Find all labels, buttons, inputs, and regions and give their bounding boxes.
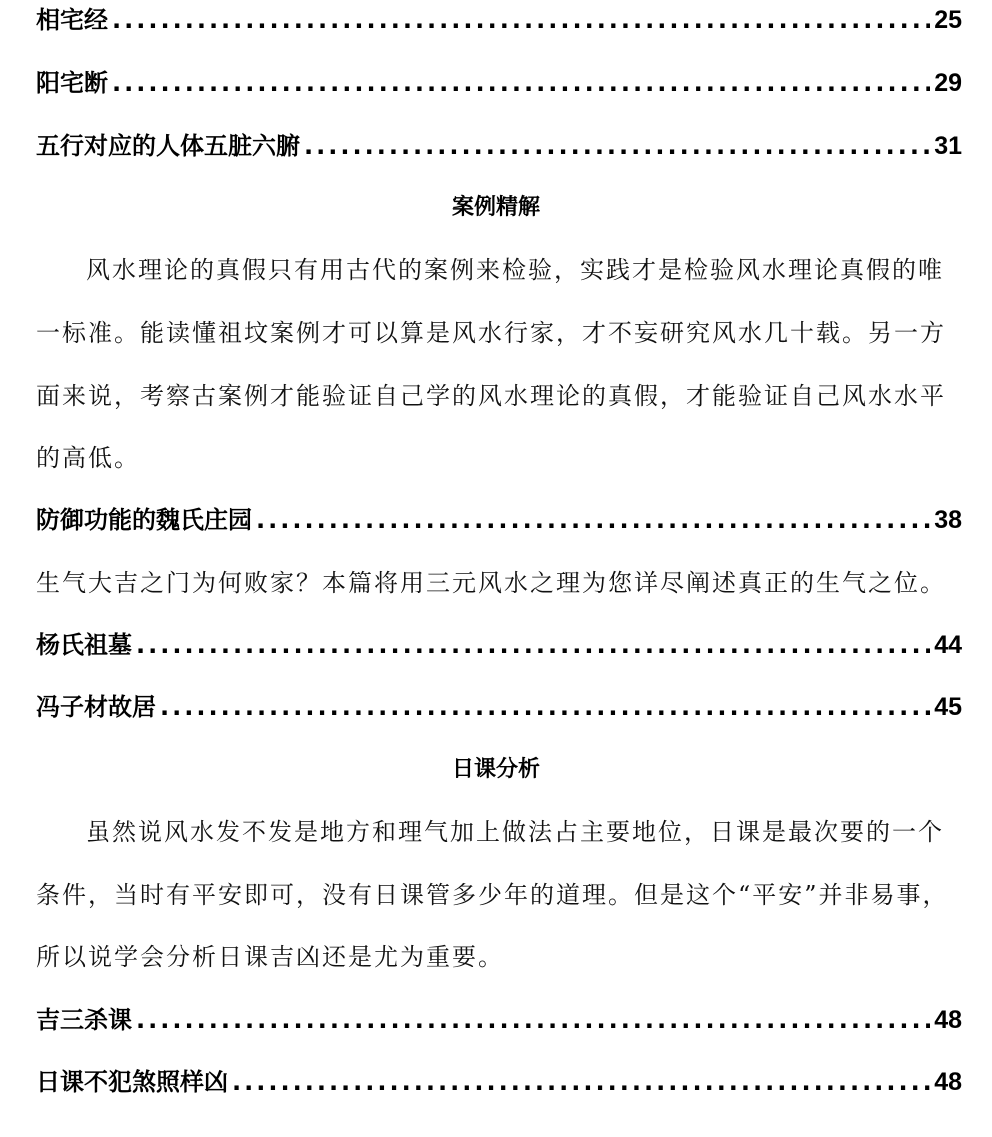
toc-title: 冯子材故居 (36, 693, 156, 721)
toc-page: 48 (934, 1068, 962, 1096)
toc-page: 44 (934, 631, 962, 659)
toc-page: 48 (934, 1006, 962, 1034)
toc-title: 阳宅断 (36, 69, 108, 97)
toc-entry[interactable] (36, 1000, 962, 1040)
toc-page: 25 (934, 6, 962, 34)
toc-title: 五行对应的人体五脏六腑 (36, 132, 300, 160)
entry-description: 生气大吉之门为何败家？本篇将用三元风水之理为您详尽阐述真正的生气之位。 (36, 569, 946, 597)
toc-page: 38 (934, 506, 962, 534)
toc-title: 防御功能的魏氏庄园 (36, 506, 252, 534)
toc-entry[interactable] (36, 1062, 962, 1102)
paragraph-line: 虽然说风水发不发是地方和理气加上做法占主要地位，日课是最次要的一个 (86, 818, 944, 846)
toc-title: 相宅经 (36, 6, 108, 34)
leader-dots (112, 0, 930, 40)
leader-dots (232, 1062, 930, 1102)
toc-page: 31 (934, 132, 962, 160)
toc-entry[interactable] (36, 625, 962, 665)
toc-title: 杨氏祖墓 (36, 631, 132, 659)
toc-entry[interactable] (36, 63, 962, 103)
paragraph-line: 面来说，考察古案例才能验证自己学的风水理论的真假，才能验证自己风水水平 (36, 382, 946, 410)
paragraph-line: 风水理论的真假只有用古代的案例来检验，实践才是检验风水理论真假的唯 (86, 256, 944, 284)
toc-title: 吉三杀课 (36, 1006, 132, 1034)
toc-title: 日课不犯煞照样凶 (36, 1068, 228, 1096)
paragraph-line: 一标准。能读懂祖坟案例才可以算是风水行家，才不妄研究风水几十载。另一方 (36, 319, 946, 347)
leader-dots (304, 126, 930, 166)
toc-entry[interactable] (36, 0, 962, 40)
leader-dots (160, 687, 930, 727)
toc-entry[interactable] (36, 687, 962, 727)
leader-dots (136, 625, 930, 665)
paragraph-line: 所以说学会分析日课吉凶还是尤为重要。 (36, 943, 504, 971)
leader-dots (112, 63, 930, 103)
paragraph-line: 条件，当时有平安即可，没有日课管多少年的道理。但是这个“平安”并非易事， (36, 881, 949, 909)
section-heading: 案例精解 (451, 195, 540, 220)
section-heading: 日课分析 (451, 757, 540, 782)
paragraph-line: 的高低。 (36, 444, 140, 472)
toc-entry[interactable] (36, 126, 962, 166)
toc-page: 29 (934, 69, 962, 97)
toc-entry[interactable] (36, 500, 962, 540)
leader-dots (136, 1000, 930, 1040)
toc-page: 45 (934, 693, 962, 721)
leader-dots (256, 500, 930, 540)
